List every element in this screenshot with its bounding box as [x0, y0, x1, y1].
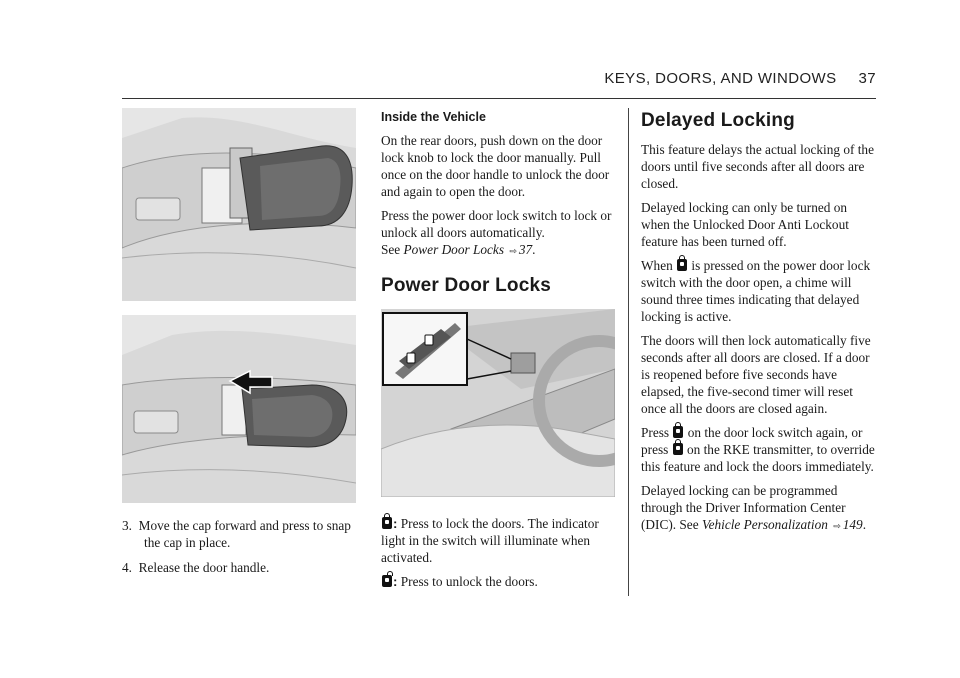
header-rule — [122, 98, 876, 99]
door-handle-illustration-1 — [122, 108, 356, 301]
step-3: 3. Move the cap forward and press to snap the cap in place. — [122, 518, 351, 550]
xref-power-door-locks[interactable]: Power Door Locks — [403, 242, 504, 257]
subheading-inside-vehicle: Inside the Vehicle — [381, 110, 486, 124]
paragraph-chime: When is pressed on the power door lock switch with the door open, a chime will sound three times indicating that delayed locking is active. — [641, 258, 871, 324]
column-middle — [381, 108, 615, 597]
heading-power-door-locks: Power Door Locks — [381, 275, 552, 296]
paragraph-lock-button: : Press to lock the doors. The indicator light in the switch will illuminate when activated. — [381, 516, 599, 565]
xref-arrow-icon: ⇨ — [833, 522, 841, 532]
paragraph-auto-lock: The doors will then lock automatically five seconds after all doors are closed. If a door is reopened before five seconds have elapsed, the five-second timer will reset once all the doors are closed again. — [641, 333, 871, 416]
page-number: 37 — [858, 70, 876, 87]
heading-delayed-locking: Delayed Locking — [641, 110, 795, 131]
column-divider — [628, 108, 629, 596]
xref-arrow-icon: ⇨ — [509, 247, 517, 257]
column-left — [122, 108, 356, 584]
paragraph-unlock-button: : Press to unlock the doors. — [381, 573, 615, 590]
lock-closed-icon — [673, 443, 683, 455]
step-4: 4. Release the door handle. — [122, 560, 270, 575]
column-right — [641, 108, 877, 543]
section-title: KEYS, DOORS, AND WINDOWS — [604, 70, 837, 87]
xref-vehicle-personalization[interactable]: Vehicle Personalization — [701, 517, 828, 532]
figure-door-handle-cap-removed — [122, 108, 356, 301]
page-header — [122, 70, 876, 87]
door-handle-illustration-2 — [122, 315, 356, 503]
paragraph-power-switch: Press the power door lock switch to lock or unlock all doors automatically. See Power Door Locks ⇨ 37. — [381, 208, 612, 257]
paragraph-delayed-intro: This feature delays the actual locking of the doors until five seconds after all doors are closed. — [641, 142, 874, 191]
paragraph-anti-lockout: Delayed locking can only be turned on when the Unlocked Door Anti Lockout feature has been turned off. — [641, 200, 849, 249]
lock-closed-icon — [677, 259, 687, 271]
lock-closed-icon — [382, 517, 392, 529]
lock-open-icon — [382, 575, 392, 587]
paragraph-rear-doors: On the rear doors, push down on the door lock knob to lock the door manually. Pull once on the door handle to unlock the door and again to open the door. — [381, 133, 610, 199]
figure-door-handle-cap-install — [122, 315, 356, 503]
paragraph-override: Press on the door lock switch again, or press on the RKE transmitter, to override this feature and lock the doors immediately. — [641, 425, 875, 474]
door-lock-switch-illustration — [381, 309, 615, 497]
lock-closed-icon — [673, 426, 683, 438]
figure-power-door-lock-switch — [381, 309, 615, 497]
paragraph-dic: Delayed locking can be programmed through the Driver Information Center (DIC). See Vehicle Personalization ⇨ 149. — [641, 483, 867, 532]
